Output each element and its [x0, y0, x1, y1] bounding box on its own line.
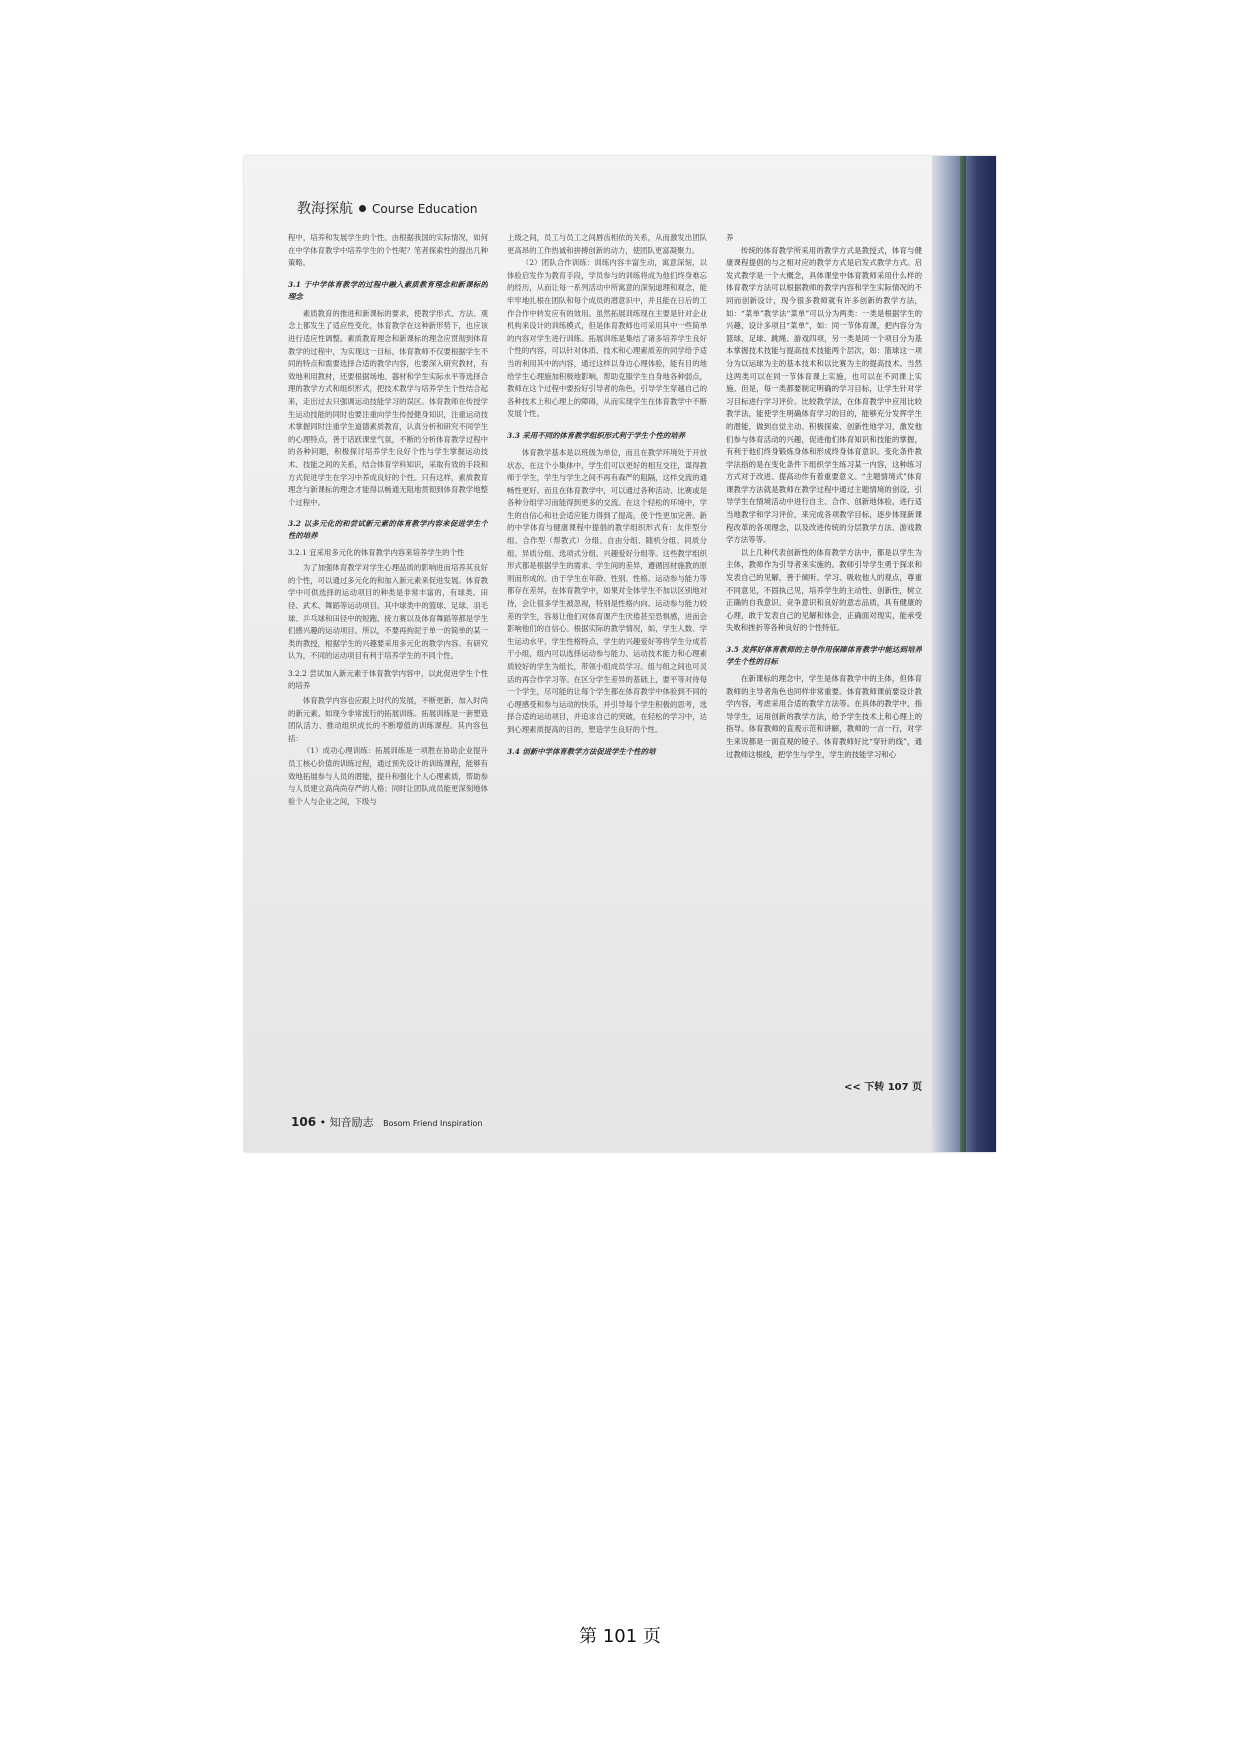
paragraph: 体育教学内容也应跟上时代的发展，不断更新，加入时尚的新元素。如现今非常流行的拓展训练。拓展训练是一套塑造团队活力、推动组织成长的不断增值的训练课程。其内容包括： [288, 696, 488, 743]
bullet-icon [359, 205, 366, 212]
paragraph: 上级之间，员工与员工之间唇齿相依的关系，从而激发出团队更高昂的工作热诚和拼搏创新的动力，使团队更富凝聚力。 [507, 233, 707, 255]
section-heading: 3.4 创新中学体育教学方法促进学生个性的培 [507, 746, 656, 756]
paragraph: （2）团队合作训练：训练内容丰富生动，寓意深刻，以体验启发作为教育手段，学员参与的训练将成为他们终身难忘的经历，从而让每一系列活动中所寓意的深刻道理和观念，能牢牢地扎根在团队和每个成员的潜意识中，并且能在日后的工作合作中转发应有的效用。虽然拓展训练现在主要是针对企业机构来设计的训练模式，但是体育教师也可采用其中一些简单的内容对学生进行训练。拓展训练是集结了诸多培养学生良好个性的内容，可以针对体质、技术和心理素质差的同学给予适当的利用其中的内容，通过这样以身边心理体验，能有目的地给学生心理施加积极地影响，帮助克服学生自身地各种弱点，教师在这个过程中要扮好引导者的角色，引导学生穿越自己的各种技术上和心理上的障碍，从而实现学生在体育教学中不断发展个性。 [507, 258, 707, 419]
section-heading: 3.5 发挥好体育教师的主导作用保障体育教学中能达到培养学生个性的目标 [726, 645, 922, 666]
paragraph: 为了加强体育教学对学生心理品质的影响进而培养其良好的个性，可以通过多元化的和加入新元素来促进发展。体育教学中可供选择的运动项目的种类是非常丰富的，有球类、田径、武术、舞蹈等运动项目。其中球类中的篮球、足球、羽毛球、乒乓球和田径中的短跑、接力赛以及体育舞蹈等都是学生们感兴趣的运动项目。所以，不要再拘泥于单一的简单的某一类的教授，根据学生的兴趣要采用多元化的教学内容。有研究认为，不同的运动项目有利于培养学生的不同个性。 [288, 563, 488, 661]
footer-magazine-cn: 知音励志 [329, 1116, 374, 1129]
article-column-1 [288, 232, 488, 1082]
paragraph: （1）成功心理训练：拓展训练是一项胜在协助企业提升员工核心价值的训练过程，通过预先设计的训练课程，能够有效地拓展参与人员的潜能，提升和强化个人心理素质，帮助参与人员建立高尚尚存严的人格；同时让团队成员能更深刻地体验个人与企业之间，下级与 [288, 746, 488, 806]
footer-page-number: 106 [291, 1115, 317, 1129]
section-heading: 3.2.2 尝试加入新元素于体育教学内容中，以此促进学生个性的培养 [288, 669, 488, 691]
page-footer [291, 1114, 482, 1130]
page-edge [960, 156, 966, 1152]
section-heading: 3.3 采用不同的体育教学组织形式利于学生个性的培养 [507, 430, 686, 440]
section-heading: 3.1 于中学体育教学的过程中融入素质教育理念和新课标的理念 [288, 279, 488, 301]
paragraph: 养 [726, 233, 734, 242]
paragraph: 在新课标的理念中，学生是体育教学中的主体，但体育教师的主导者角色也同样非常重要。体育教师课前要设计教学内容，考虑采用合适的教学方法等。在具体的教学中，指导学生，运用创新的教学方法，给予学生技术上和心理上的指导。体育教师的直观示范和讲解，教师的一言一行，对学生来说都是一面直观的镜子。体育教师好比“穿针的线”，通过教师这根线，把学生与学生，学生的技能学习和心 [726, 674, 922, 759]
document-page-number: 第 101 页 [579, 1626, 661, 1647]
scanned-magazine-page [244, 156, 996, 1152]
article-column-2 [507, 232, 707, 1082]
paragraph: 程中，培养和发展学生的个性。由根据我国的实际情况，如何在中学体育教学中培养学生的个性呢？笔者探索性的提出几种策略。 [288, 233, 488, 268]
continue-note: << 下转 107 页 [844, 1082, 923, 1093]
paragraph: 以上几种代表创新性的体育教学方法中，都是以学生为主体，教师作为引导者来实施的。教师引导学生勇于探求和发表自己的见解，善于倾听、学习、吸收他人的观点，尊重不同意见，不固执己见，培养学生的主动性、创新性，树立正确的自我意识、竞争意识和良好的意志品质，具有健康的心理，敢于发表自己的见解和体会，正确面对现实，能承受失败和挫折等各种良好的个性特征。 [726, 547, 922, 633]
paragraph: 体育教学基本是以班级为单位，而且在教学环境处于开放状态，在这个小集体中，学生们可以更好的相互交往，谋得教师于学生，学生与学生之间不再有森严的阻隔，这样交流的通畅性更好。而且在体育教学中，可以通过各种活动、比赛或是各种分组学习而能得到更多的交流。在这个轻松的环境中，学生的自信心和社会适应能力得到了提高，使个性更加完善。新的中学体育与健康课程中提倡的教学组织形式有：友伴型分组、合作型（帮教式）分组、自由分组、随机分组、同质分组、异质分组、选项式分组、兴趣爱好分组等。这些教学组织形式都是根据学生的需求、学生间的差异，遵循因材施教的原则而形成的。由于学生在年龄、性别、性格、运动参与能力等都存在差异，在体育教学中，如果对全体学生不加以区别地对待，会让很多学生被忽视，特别是性格内向、运动参与能力较差的学生，容易让他们对体育课产生厌倦甚至恐惧感，进而会影响他们的自信心。根据实际的教学情况，如，学生人数、学生运动水平、学生性格特点、学生的兴趣爱好等将学生分成若干小组，组内可以选择运动参与能力、运动技术能力和心理素质较好的学生为组长，带领小组成员学习。组与组之间也可灵活的再合作学习等。在区分学生差异的基础上，要平等对待每一个学生，尽可能的让每个学生都在体育教学中体验到不同的心理感受和参与运动的快乐，并引导每个学生积极的思考，选择合适的运动项目，并追求自己的突破，在轻松的学习中，达到心理素质提高的目的，塑造学生良好的个性。 [507, 447, 707, 734]
section-heading: 3.2 以多元化的和尝试新元素的体育教学内容来促进学生个性的培养 [288, 519, 488, 541]
footer-magazine-en: Bosom Friend Inspiration [383, 1119, 483, 1128]
masthead-title-en: Course Education [372, 202, 478, 216]
paragraph: 传统的体育教学所采用的教学方式是教授式，体育与健康课程提倡的与之相对应的教学方式是启发式教学方式。启发式教学是一个大概念，具体课堂中体育教师采用什么样的体育教学方法可以根据教师的教学内容和学生实际情况的不同而创新设计，现今很多教师就有许多创新的教学方法，如：“菜单”教学法“菜单”可以分为两类：一类是根据学生的兴趣，设计多项目“菜单”，如：同一节体育课，把内容分为篮球、足球、跳绳、游戏四项，另一类是同一个项目分为基本掌握技术技能与提高技术技能两个层次，如：篮球这一项分为以运球为主的基本技术和以比赛为主的提高技术。当然这两类可以在同一节体育课上实施，也可以在不同课上实施。但是，每一类都要制定明确的学习目标，让学生针对学习目标进行学习评价。比较教学法，在体育教学中应用比较教学法，能使学生明确体育学习的目的，能够充分发挥学生的潜能，做到自觉主动、积极探索、创新性地学习，激发他们参与体育活动的兴趣，促进他们体育知识和技能的掌握，有利于他们终身锻炼身体和形成终身体育意识。变化条件教学法指的是在变化条件下组织学生练习某一内容，这种练习方式对于改进、提高动作有着重要意义。“主题情境式”体育课教学方法就是教师在教学过程中通过主题情境的创设，引导学生在情境活动中进行自主、合作、创新地体验，进行适当地教学和学习评价，来完成各项教学目标，逐步体现新课程改革的各项理念，以及改进传统的分层教学方法、游戏教学方法等等。 [726, 245, 922, 545]
footer-dot: • [319, 1116, 330, 1129]
masthead [297, 198, 477, 218]
section-heading: 3.2.1 宜采用多元化的体育教学内容来培养学生的个性 [288, 548, 465, 558]
article-column-3 [726, 232, 922, 1032]
paragraph: 素质教育的推进和新课标的要求，使教学形式、方法、观念上都发生了适应性变化，体育教学在这种新形势下，也应该进行适应性调整。素质教育理念和新课标的理念应贯彻到体育教学的过程中，为实现这一目标，体育教师不仅要根据学生不同的特点和需要选择合适的教学内容，也要深入研究教材，有效地利用教材，还要根据场地、器材和学生实际水平等选择合理的教学方式和组织形式，把技术教学与培养学生个性结合起来，走出过去只强调运动技能学习的误区。体育教师在传授学生运动技能的同时也要注重向学生传授健身知识，注重运动技术掌握同时注重学生道德素质教育，认真分析和研究不同学生的心理特点，善于话跃课堂气氛，不断的分析体育教学过程中的各种问题，积极探讨培养学生良好个性与学生掌握运动技术、技能之间的关系，结合体育学科知识，采取有效的手段和方式促进学生在学习中养成良好的个性。只有这样，素质教育理念与新课标的理念才能得以畅通无阻地贯彻到体育教学地整个过程中。 [288, 308, 488, 507]
masthead-title-cn: 教海探航 [297, 201, 353, 217]
